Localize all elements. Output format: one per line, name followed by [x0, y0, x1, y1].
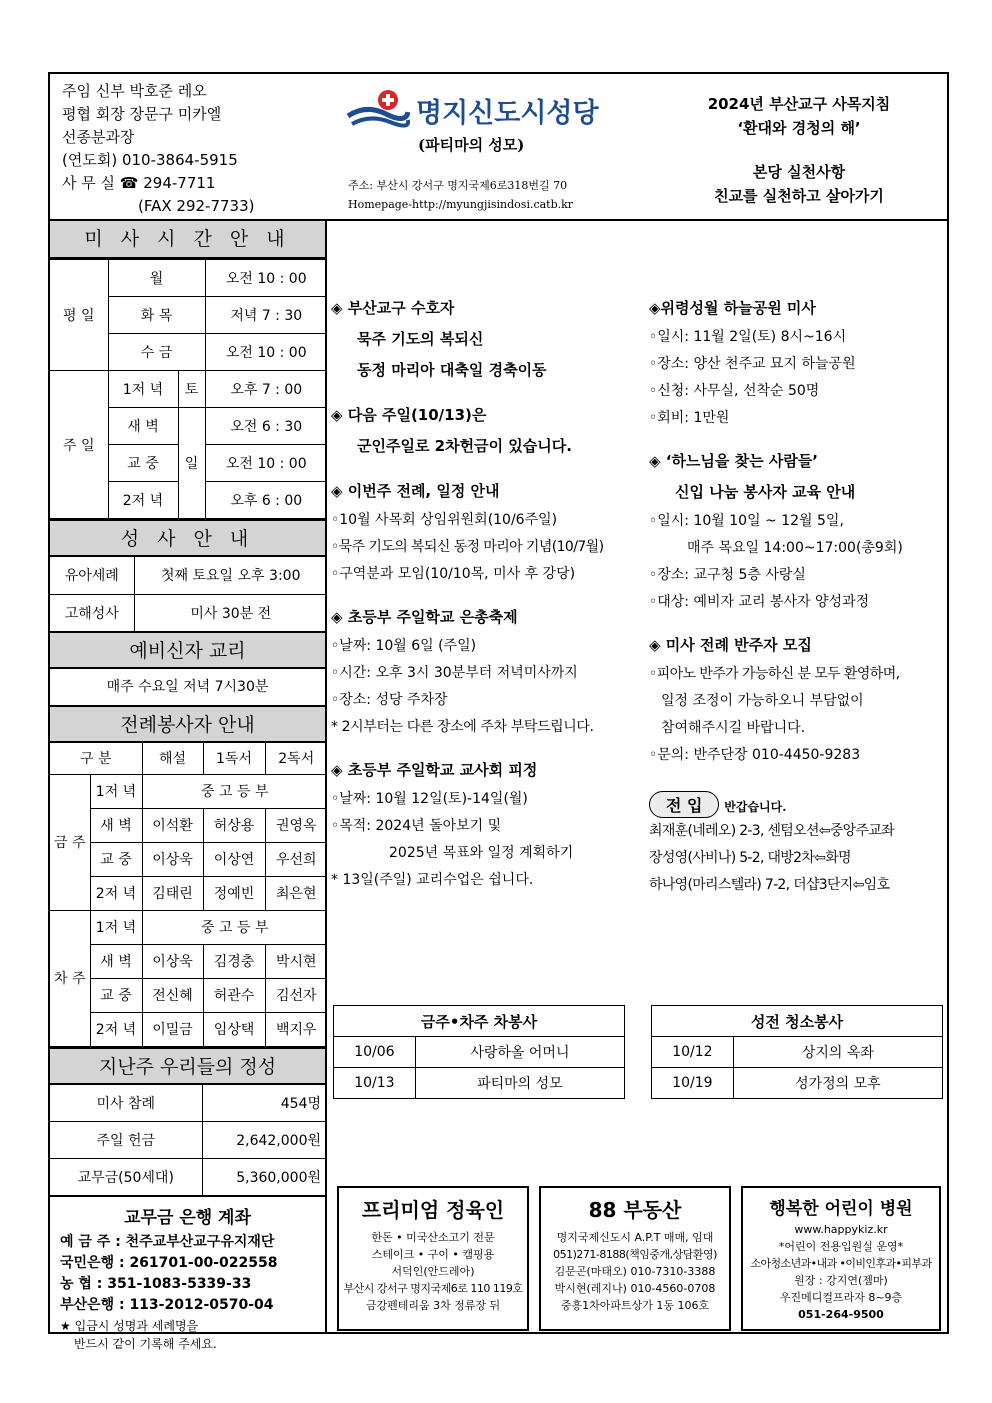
catechumen-schedule: 매주 수요일 저녁 7시30분	[106, 679, 269, 695]
server-name: 이석환	[142, 808, 203, 842]
weekday-label: 평 일	[50, 260, 108, 371]
cleaning-title: 성전 청소봉사	[652, 1006, 943, 1037]
pastoral-guideline	[660, 92, 938, 208]
server-name: 정예빈	[203, 876, 265, 910]
bank-account-box	[50, 1197, 325, 1358]
car-service-table	[333, 1005, 625, 1099]
bank-title: 교무금 은행 계좌	[124, 1207, 251, 1228]
welcome-subtitle: 반갑습니다.	[724, 800, 787, 814]
ad-line: 김문곤(마태오) 010-7310-3388	[554, 1265, 716, 1278]
server-name: 전신혜	[142, 978, 203, 1012]
notice-heading: ◈ 초등부 주일학교 은총축제	[331, 608, 518, 626]
notices-left-column	[331, 293, 641, 908]
sidebar	[50, 221, 327, 1351]
notice-weekly-schedule	[331, 476, 641, 588]
notice-item: ◦장소: 교구청 5층 사랑실	[649, 567, 806, 583]
contact-line: 사 무 실 ☎ 294-7711	[62, 174, 216, 192]
welcome-item: 최재훈(네레오) 2-3, 센텀오션⇦중앙주교좌	[649, 823, 894, 839]
server-name: 이상욱	[142, 944, 203, 978]
notice-heading: ◈ 이번주 전례, 일정 안내	[331, 482, 500, 500]
finance-title: 지난주 우리들의 정성	[50, 1047, 325, 1085]
notice-item: ◦장소: 성당 주차장	[331, 692, 448, 708]
ad-butcher	[337, 1186, 529, 1331]
servers-group: 중 고 등 부	[142, 910, 327, 944]
contact-line: (FAX 292-7733)	[138, 197, 255, 215]
sacrament-value: 첫째 토요일 오후 3:00	[134, 557, 327, 594]
notice-item: * 13일(주일) 교리수업은 쉽니다.	[331, 872, 534, 888]
service-date: 10/13	[334, 1068, 416, 1099]
mass-name: 새 벽	[108, 408, 178, 445]
ad-line: 우진메디컬프라자 8~9층	[779, 1291, 903, 1304]
server-name: 이밀금	[142, 1012, 203, 1046]
sunday-label: 주 일	[50, 371, 108, 519]
server-name: 임상택	[203, 1012, 265, 1046]
mass-time: 오전 10 : 00	[205, 445, 327, 482]
notice-heading: 신입 나눔 봉사자 교육 안내	[675, 483, 856, 501]
mass-name: 2저 녁	[108, 482, 178, 519]
server-name: 우선희	[265, 842, 327, 876]
homepage-link[interactable]: Homepage-http://myungjisindosi.catb.kr	[348, 198, 574, 211]
week-label: 금 주	[50, 774, 90, 910]
server-name: 이상연	[203, 842, 265, 876]
notice-heading: ◈ 부산교구 수호자	[331, 299, 455, 317]
ad-line: 스테이크 • 구이 • 캠핑용	[371, 1248, 495, 1261]
notice-item: ◦일시: 10월 10일 ~ 12월 5일,	[649, 513, 844, 529]
notice-military-sunday	[331, 400, 641, 462]
contact-line: 선종분과장	[62, 128, 135, 146]
guideline-line: 본당 실천사항	[752, 163, 846, 181]
cleaning-service-table	[651, 1005, 943, 1099]
notice-item: ◦문의: 반주단장 010-4450-9283	[649, 747, 861, 763]
mass-day: 일	[178, 408, 205, 519]
notice-item: ◦날짜: 10월 12일(토)-14일(월)	[331, 791, 528, 807]
mass-day: 토	[178, 371, 205, 408]
notice-item: * 2시부터는 다른 장소에 주차 부탁드립니다.	[331, 719, 594, 735]
server-name: 김태린	[142, 876, 203, 910]
sacrament-table	[50, 557, 327, 631]
parish-name: 명지신도시성당	[416, 97, 599, 129]
server-name: 백지우	[265, 1012, 327, 1046]
ad-line: *어린이 전용입원실 운영*	[778, 1240, 904, 1253]
parish-address-block	[348, 176, 573, 214]
finance-value: 454명	[202, 1085, 327, 1122]
ad-line: 한돈 • 미국산소고기 전문	[371, 1231, 495, 1244]
mass-time: 오전 10 : 00	[205, 334, 327, 371]
ad-line: 소아청소년과•내과 •이비인후과•피부과	[750, 1257, 932, 1270]
sacrament-label: 고해성사	[50, 594, 134, 631]
notice-item: ◦대상: 예비자 교리 봉사자 양성과정	[649, 594, 870, 610]
notice-item: 2025년 목표와 일정 계획하기	[389, 845, 574, 861]
catechumen-title: 예비신자 교리	[50, 631, 325, 669]
service-date: 10/19	[652, 1068, 734, 1099]
notice-item: ◦피아노 반주가 가능하신 분 모두 환영하며,	[649, 666, 900, 682]
advertisements	[329, 1183, 947, 1334]
guideline-line: 친교를 실천하고 살아가기	[714, 187, 884, 205]
contact-line: 평협 회장 장문구 미카엘	[62, 105, 222, 123]
finance-value: 2,642,000원	[202, 1122, 327, 1159]
notice-item: ◦회비: 1만원	[649, 410, 730, 426]
guideline-line: ‘환대와 경청의 해’	[737, 119, 861, 137]
service-group: 파티마의 성모	[415, 1068, 624, 1099]
mass-time: 오후 7 : 00	[205, 371, 327, 408]
notice-item: ◦묵주 기도의 복되신 동정 마리아 기념(10/7월)	[331, 539, 604, 555]
contact-line: 주임 신부 박호준 레오	[62, 82, 207, 100]
sacrament-label: 유아세례	[50, 557, 134, 594]
notice-heading: 동정 마리아 대축일 경축이동	[357, 361, 547, 379]
notice-accompanist-recruit	[649, 630, 944, 769]
service-date: 10/06	[334, 1037, 416, 1068]
ad-line: 051)271-8188(책임중개,상담환영)	[553, 1248, 717, 1261]
server-name: 김경충	[203, 944, 265, 978]
ad-title: 행복한 어린이 병원	[769, 1199, 913, 1219]
notice-item: 참여해주시길 바랍니다.	[661, 720, 806, 736]
server-name: 허상용	[203, 808, 265, 842]
mass-day: 수 금	[108, 334, 205, 371]
main-notices	[329, 221, 947, 1334]
mass-day: 화 목	[108, 297, 205, 334]
servers-header: 1독서	[203, 743, 265, 774]
header	[50, 74, 947, 221]
notice-heading: ◈ 다음 주일(10/13)은	[331, 406, 487, 424]
servers-group: 중 고 등 부	[142, 774, 327, 808]
parish-logo	[346, 88, 636, 155]
mass-time: 오전 10 : 00	[205, 260, 327, 297]
notice-memorial-mass	[649, 293, 944, 432]
mass-time: 오전 6 : 30	[205, 408, 327, 445]
ad-line: 부산시 강서구 명지국제6로 110 119호	[343, 1282, 523, 1295]
service-group: 사랑하올 어머니	[415, 1037, 624, 1068]
finance-table	[50, 1085, 327, 1197]
service-group: 상지의 옥좌	[733, 1037, 942, 1068]
notice-item: 일정 조정이 가능하오니 부담없이	[661, 693, 864, 709]
notices-right-column	[649, 293, 944, 899]
parish-contacts	[62, 80, 254, 218]
bank-row: 국민은행 : 261701-00-022558	[60, 1254, 278, 1271]
notice-teacher-retreat	[331, 755, 641, 894]
notice-item: ◦장소: 양산 천주교 묘지 하늘공원	[649, 356, 856, 372]
notice-item: ◦목적: 2024년 돌아보기 및	[331, 818, 502, 834]
mass-name: 1저 녁	[108, 371, 178, 408]
welcome-badge: 전 입	[649, 791, 719, 818]
ad-line: 중흥1차아파트상가 1동 106호	[560, 1299, 710, 1312]
notice-item: ◦구역분과 모임(10/10목, 미사 후 강당)	[331, 566, 576, 582]
server-name: 김선자	[265, 978, 327, 1012]
server-name: 최은현	[265, 876, 327, 910]
bank-row: 예 금 주 : 천주교부산교구유지재단	[60, 1233, 275, 1250]
servers-header: 2독서	[265, 743, 327, 774]
servers-table	[50, 743, 327, 1047]
ad-line: 명지국제신도시 A.P.T 매매, 임대	[556, 1231, 714, 1244]
mass-name: 새 벽	[90, 808, 142, 842]
mass-name: 교 중	[90, 978, 142, 1012]
notice-item: ◦시간: 오후 3시 30분부터 저녁미사까지	[331, 665, 578, 681]
car-service-title: 금주•차주 차봉사	[334, 1006, 625, 1037]
sacrament-title: 성 사 안 내	[50, 519, 325, 557]
finance-label: 주일 헌금	[50, 1122, 202, 1159]
service-date: 10/12	[652, 1037, 734, 1068]
notice-item: ◦일시: 11월 2일(토) 8시~16시	[649, 329, 847, 345]
ad-line: 서덕인(안드레아)	[391, 1265, 475, 1278]
server-name: 박시현	[265, 944, 327, 978]
finance-label: 미사 참례	[50, 1085, 202, 1122]
mass-name: 교 중	[90, 842, 142, 876]
notice-item: 매주 목요일 14:00~17:00(총9회)	[687, 540, 903, 556]
mass-name: 2저 녁	[90, 1012, 142, 1046]
ad-real-estate	[539, 1186, 731, 1331]
mass-name: 1저 녁	[90, 910, 142, 944]
mass-time: 저녁 7 : 30	[205, 297, 327, 334]
bank-note: ★ 입금시 성명과 세례명을	[60, 1318, 199, 1333]
bulletin-page	[48, 72, 949, 1351]
ad-line: www.happykiz.kr	[794, 1223, 888, 1236]
mass-times-table	[50, 259, 327, 519]
ad-line: 051-264-9500	[798, 1308, 884, 1321]
notice-heading: ◈위령성월 하늘공원 미사	[649, 299, 816, 317]
notice-volunteer-training	[649, 446, 944, 616]
notice-sunday-school-festival	[331, 602, 641, 741]
sacrament-value: 미사 30분 전	[134, 594, 327, 631]
week-label: 차 주	[50, 910, 90, 1046]
address: 주소: 부산시 강서구 명지국제6로318번길 70	[348, 179, 568, 192]
mass-name: 2저 녁	[90, 876, 142, 910]
servers-header: 구 분	[50, 743, 142, 774]
notice-item: ◦신청: 사무실, 선착순 50명	[649, 383, 820, 399]
servers-title: 전례봉사자 안내	[50, 705, 325, 743]
ad-line: 원장 : 강지연(젬마)	[794, 1274, 888, 1287]
mass-time: 오후 6 : 00	[205, 482, 327, 519]
ad-line: 박시현(레지나) 010-4560-0708	[554, 1282, 716, 1295]
mass-name: 교 중	[108, 445, 178, 482]
bank-row: 부산은행 : 113-2012-0570-04	[60, 1296, 274, 1313]
finance-label: 교무금(50세대)	[50, 1159, 202, 1196]
welcome-new-members	[649, 791, 944, 899]
mass-name: 새 벽	[90, 944, 142, 978]
notice-heading: ◈ 미사 전례 반주자 모집	[649, 636, 812, 654]
server-name: 이상욱	[142, 842, 203, 876]
mass-day: 월	[108, 260, 205, 297]
notice-patron-feast	[331, 293, 641, 386]
ad-title: 프리미엄 정육인	[361, 1198, 505, 1222]
guideline-line: 2024년 부산교구 사목지침	[707, 95, 891, 113]
ad-children-hospital	[741, 1186, 941, 1331]
notice-item: ◦10월 사목회 상임위원회(10/6주일)	[331, 512, 558, 528]
notice-heading: ◈ ‘하느님을 찾는 사람들’	[649, 452, 819, 470]
notice-heading: ◈ 초등부 주일학교 교사회 피정	[331, 761, 538, 779]
ad-line: 금강펜테리움 3차 정류장 뒤	[365, 1299, 501, 1312]
mass-times-title: 미 사 시 간 안 내	[50, 221, 325, 259]
welcome-item: 하나영(마리스텔라) 7-2, 더샵3단지⇦임호	[649, 877, 890, 893]
servers-header: 해설	[142, 743, 203, 774]
notice-heading: 묵주 기도의 복되신	[357, 330, 484, 348]
parish-emblem-icon	[346, 88, 410, 132]
mass-name: 1저 녁	[90, 774, 142, 808]
finance-value: 5,360,000원	[202, 1159, 327, 1196]
server-name: 허관수	[203, 978, 265, 1012]
welcome-item: 장성영(사비나) 5-2, 대방2차⇦화명	[649, 850, 851, 866]
service-group: 성가정의 모후	[733, 1068, 942, 1099]
notice-heading: 군인주일로 2차헌금이 있습니다.	[357, 437, 572, 455]
contact-line: (연도회) 010-3864-5915	[62, 151, 238, 169]
bank-row: 농 협 : 351-1083-5339-33	[60, 1275, 252, 1292]
bank-note: 반드시 같이 기록해 주세요.	[74, 1336, 217, 1351]
server-name: 권영옥	[265, 808, 327, 842]
ad-title: 88 부동산	[588, 1198, 682, 1222]
parish-subtitle: (파티마의 성모)	[418, 136, 525, 154]
notice-item: ◦날짜: 10월 6일 (주일)	[331, 638, 477, 654]
